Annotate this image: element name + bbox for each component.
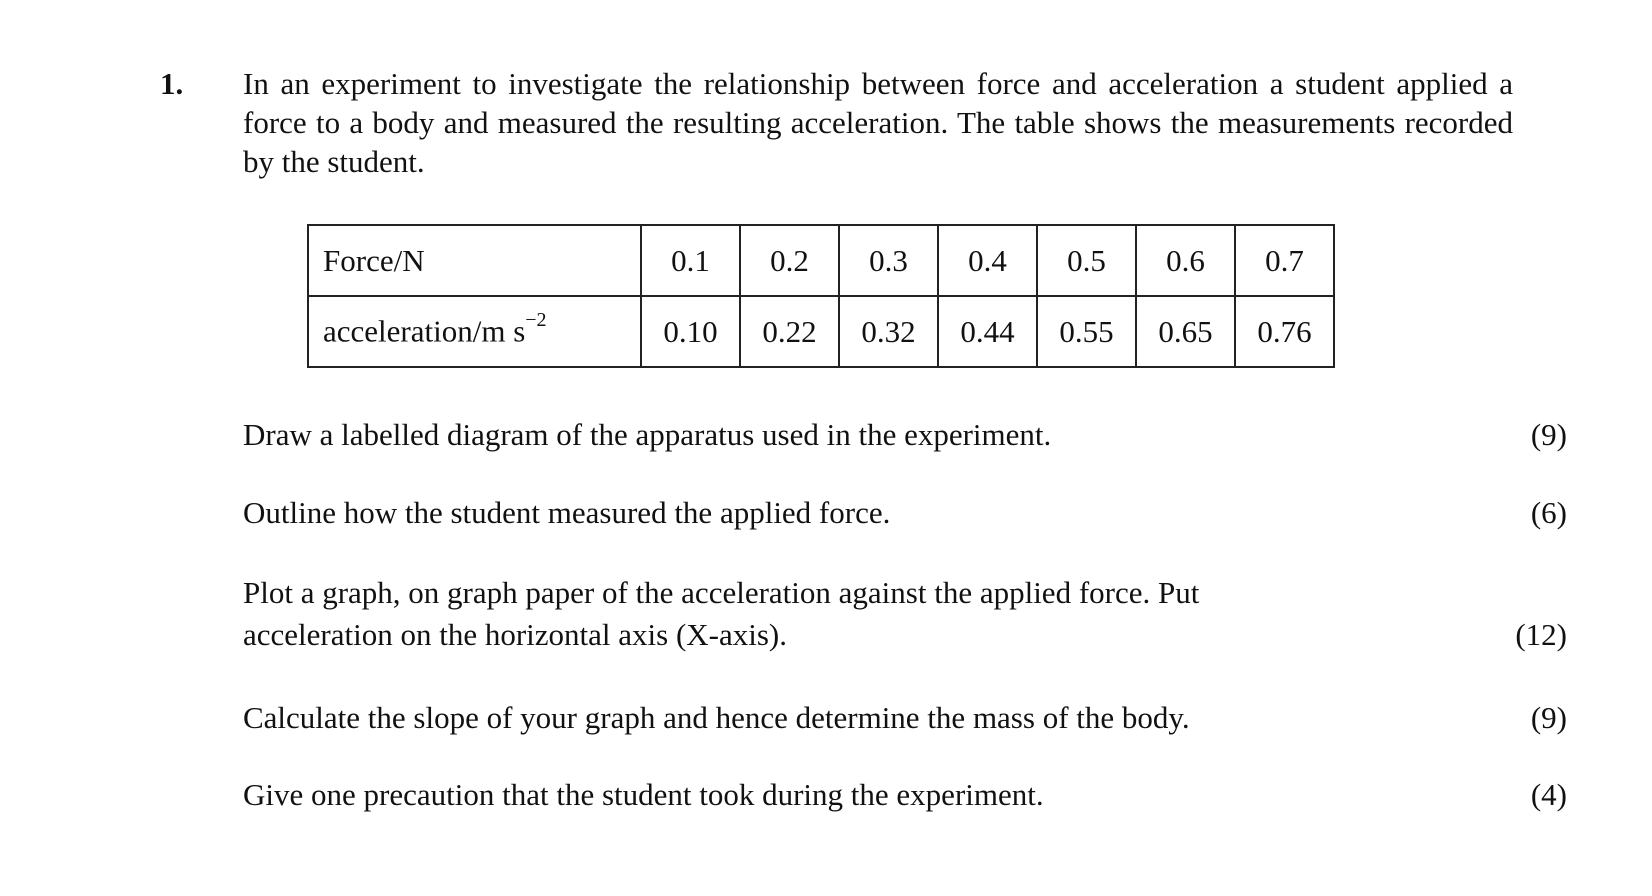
acceleration-cell: 0.10 <box>641 296 740 367</box>
acceleration-cell: 0.44 <box>938 296 1037 367</box>
force-row-header: Force/N <box>308 225 641 296</box>
part-measure-force-marks: (6) <box>1530 495 1567 530</box>
force-cell: 0.2 <box>740 225 839 296</box>
acceleration-unit-exponent: −2 <box>525 309 547 332</box>
part-plot-graph-marks: (12) <box>1515 617 1567 652</box>
part-precaution-text: Give one precaution that the student took during the experiment. <box>243 777 1044 812</box>
force-cell: 0.5 <box>1037 225 1136 296</box>
part-plot-graph-line2: acceleration on the horizontal axis (X-axis). <box>243 617 787 652</box>
force-cell: 0.1 <box>641 225 740 296</box>
measurements-table <box>307 224 1335 368</box>
acceleration-cell: 0.32 <box>839 296 938 367</box>
acceleration-row-header <box>308 296 641 367</box>
force-cell: 0.7 <box>1235 225 1334 296</box>
part-measure-force-text: Outline how the student measured the applied force. <box>243 495 891 530</box>
part-diagram-marks: (9) <box>1530 417 1567 452</box>
acceleration-cell: 0.76 <box>1235 296 1334 367</box>
question-intro: In an experiment to investigate the relationship between force and acceleration a student applied a force to a body and measured the resulting acceleration. The table shows the measurements recorded by the student. <box>243 66 1513 179</box>
part-slope-marks: (9) <box>1530 700 1567 735</box>
part-plot-graph-line1: Plot a graph, on graph paper of the acceleration against the applied force. Put <box>243 575 1200 610</box>
table-row-force <box>308 225 1334 296</box>
part-diagram-text: Draw a labelled diagram of the apparatus used in the experiment. <box>243 417 1052 452</box>
acceleration-cell: 0.22 <box>740 296 839 367</box>
acceleration-cell: 0.55 <box>1037 296 1136 367</box>
force-cell: 0.6 <box>1136 225 1235 296</box>
acceleration-header-label: acceleration/m s <box>323 313 526 349</box>
question-number: 1. <box>160 66 184 101</box>
force-cell: 0.3 <box>839 225 938 296</box>
table-row-acceleration <box>308 296 1334 367</box>
part-precaution-marks: (4) <box>1530 777 1567 812</box>
part-slope-text: Calculate the slope of your graph and hence determine the mass of the body. <box>243 700 1190 735</box>
force-cell: 0.4 <box>938 225 1037 296</box>
acceleration-cell: 0.65 <box>1136 296 1235 367</box>
